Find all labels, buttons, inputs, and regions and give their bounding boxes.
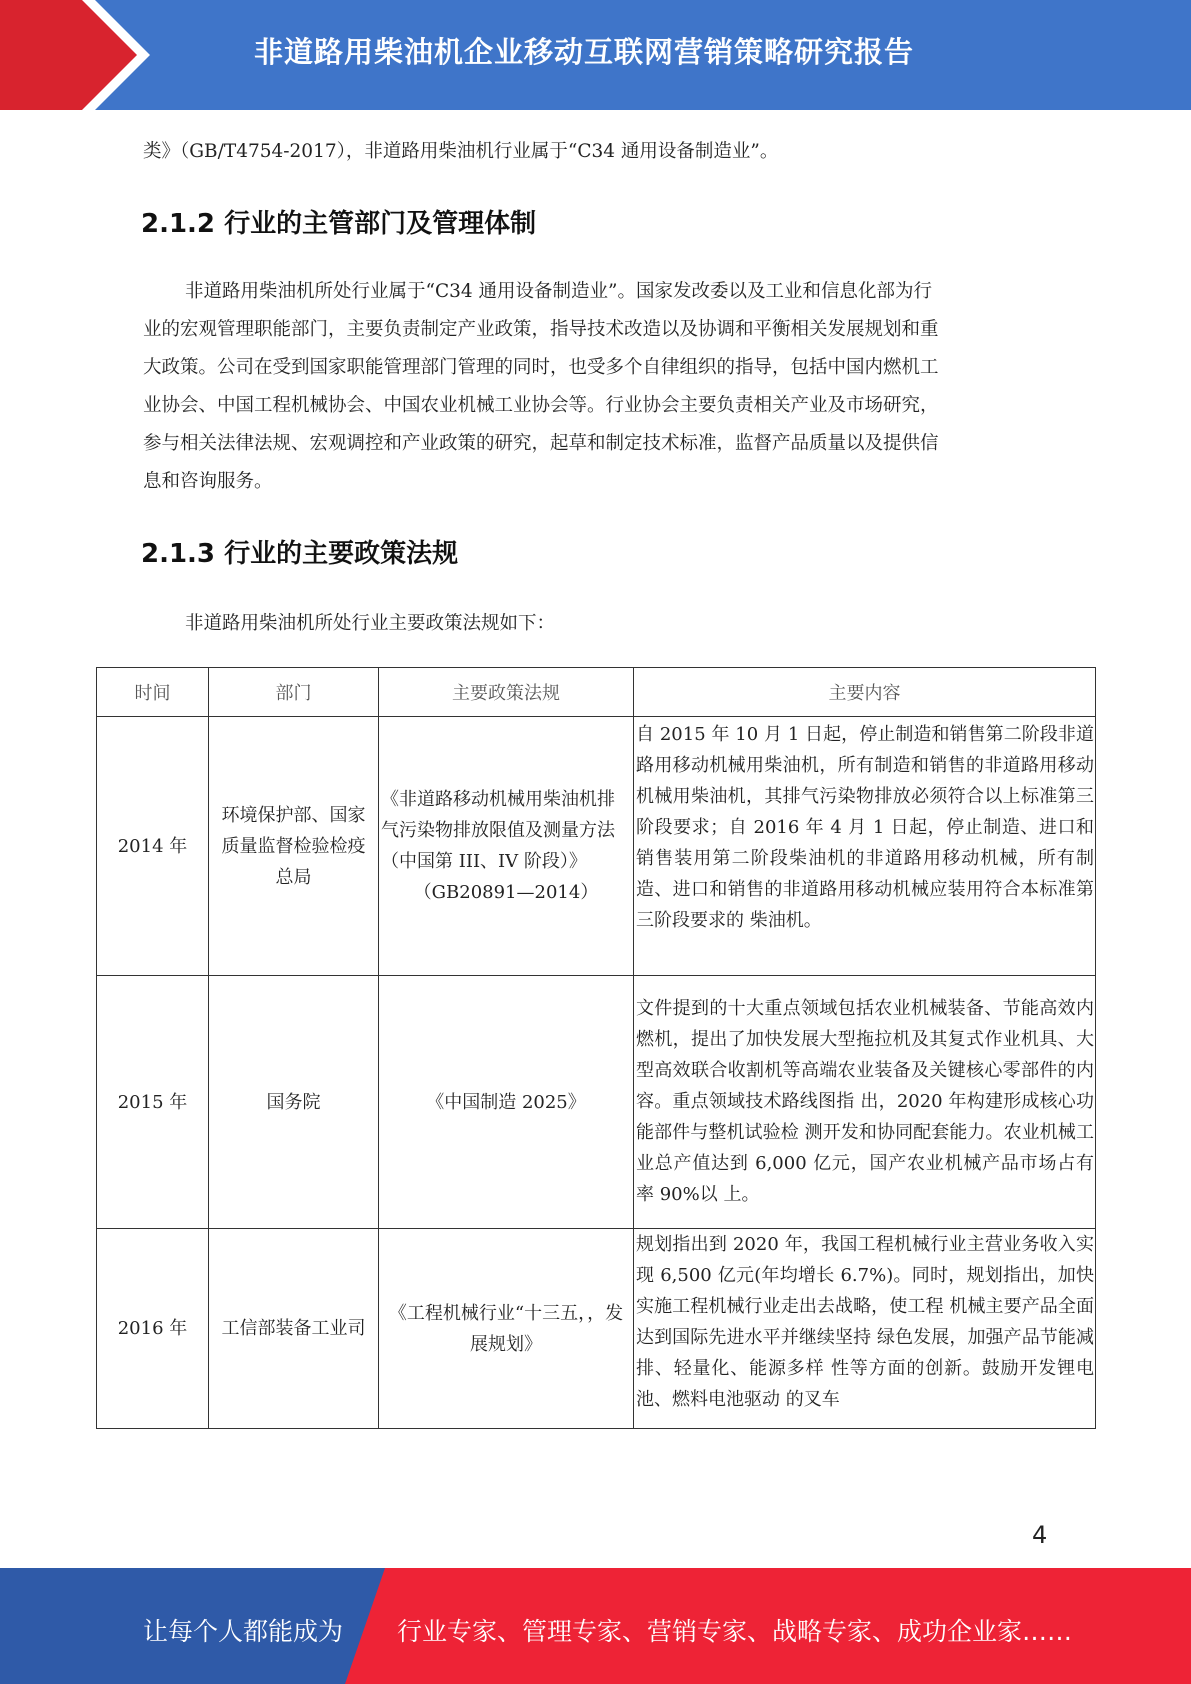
paragraph-line: 业的宏观管理职能部门，主要负责制定产业政策，指导技术改造以及协调和平衡相关发展规划和重 [143,319,939,340]
cell-policy: 《工程机械行业“十三五，，发 展规划》 [379,1229,634,1429]
cell-policy: 《中国制造 2025》 [379,976,634,1229]
cell-department: 环境保护部、国家质量监督检验检疫总局 [209,717,379,976]
cell-department: 国务院 [209,976,379,1229]
intro-line: 类》（GB/T4754-2017），非道路用柴油机行业属于“C34 通用设备制造业”。 [143,141,779,162]
footer-slogan-left: 让每个人都能成为 [143,1617,344,1646]
cell-time: 2014 年 [97,717,209,976]
policy-title: 《非道路移动机械用柴油机排气污染物排放限值及测量方法（中国第 III、IV 阶段）》 [381,789,615,872]
cell-policy [379,717,634,976]
page-footer [0,1568,1191,1684]
footer-slogan-right: 行业专家、管理专家、营销专家、战略专家、成功企业家…… [397,1617,1073,1646]
cell-content-text: 规划指出到 2020 年，我国工程机械行业主营业务收入实现 6,500 亿元(年均增长 6.7%)。同时，规划指出，加快实施工程机械行业走出去战略，使工程 机械主要产品全面达到国际先进水平并继续坚持 绿色发展，加强产品节能减排、轻量化、能源多样 性等方面的创新。鼓励开发锂电池、燃料电池驱动 的叉车 [636,1234,1094,1410]
table-row [97,976,1096,1229]
table-header-row [97,668,1096,717]
cell-time: 2016 年 [97,1229,209,1429]
paragraph-line: 非道路用柴油机所处行业属于“C34 通用设备制造业”。国家发改委以及工业和信息化部为行 [185,281,932,302]
section-heading-2-1-2: 2.1.2 行业的主管部门及管理体制 [141,209,537,239]
cell-department: 工信部装备工业司 [209,1229,379,1429]
paragraph-line: 业协会、中国工程机械协会、中国农业机械工业协会等。行业协会主要负责相关产业及市场研究， [143,395,939,416]
paragraph-line: 息和咨询服务。 [143,471,273,492]
paragraph-line: 大政策。公司在受到国家职能管理部门管理的同时，也受多个自律组织的指导，包括中国内燃机工 [143,357,939,378]
column-header-policy: 主要政策法规 [379,668,634,717]
cell-content: 自 2015 年 10 月 1 日起，停止制造和销售第二阶段非道路用移动机械用柴油机，所有制造和销售的非道路用移动机械用柴油机，其排气污染物排放必须符合以上标准第三阶段要求；自 2016 年 4 月 1 日起，停止制造、进口和销售装用第二阶段柴油机的非道路用移动机械，所有制造、进口和销售的非道路用移动机械应装用符合本标准第三阶段要求的 柴油机。 [634,717,1096,976]
table-row [97,717,1096,976]
column-header-time: 时间 [97,668,209,717]
policy-code: （GB20891—2014） [413,882,599,903]
cell-content [634,1229,1096,1429]
section-2-1-3-intro: 非道路用柴油机所处行业主要政策法规如下： [185,613,556,634]
page-number: 4 [1032,1521,1048,1549]
header-red-chevron [0,0,160,110]
paragraph-line: 参与相关法律法规、宏观调控和产业政策的研究，起草和制定技术标准，监督产品质量以及提供信 [143,433,939,454]
column-header-content: 主要内容 [634,668,1096,717]
policy-table [96,667,1096,1429]
report-title: 非道路用柴油机企业移动互联网营销策略研究报告 [254,35,915,69]
cell-content: 文件提到的十大重点领域包括农业机械装备、节能高效内燃机，提出了加快发展大型拖拉机及其复式作业机具、大型高效联合收割机等高端农业装备及关键核心零部件的内容。重点领域技术路线图指 出，2020 年构建形成核心功能部件与整机试验检 测开发和协同配套能力。农业机械工业总产值达到 6,000 亿元，国产农业机械产品市场占有率 90%以 上。 [634,976,1096,1229]
column-header-department: 部门 [209,668,379,717]
section-heading-2-1-3: 2.1.3 行业的主要政策法规 [141,539,459,569]
table-row [97,1229,1096,1429]
cell-time: 2015 年 [97,976,209,1229]
page-header [0,0,1191,110]
